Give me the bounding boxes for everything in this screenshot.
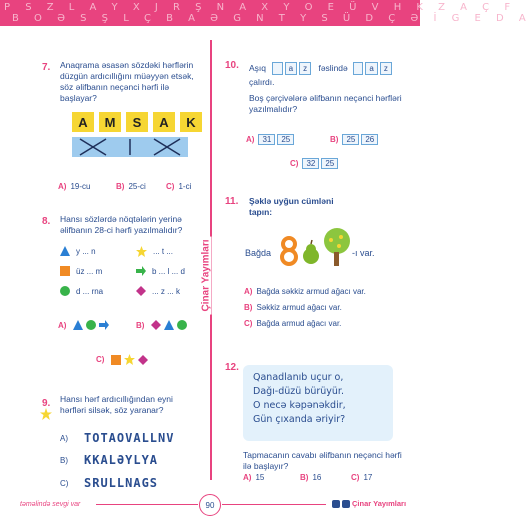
question-9-number: 9. [42, 398, 51, 409]
q11-sentence-start: Bağda [245, 248, 272, 258]
q10-option-a[interactable]: A) 31 25 [246, 134, 296, 145]
sidebar-label: Çinar Yayımları [197, 220, 225, 340]
diamond-icon [138, 355, 148, 365]
diamond-icon [151, 320, 161, 330]
q7-option-c[interactable]: C) 1-ci [166, 182, 192, 191]
q11-option-c[interactable]: C) Bağda armud ağacı var. [244, 319, 342, 328]
question-11-number: 11. [225, 196, 239, 207]
q10-option-b[interactable]: B) 25 26 [330, 134, 380, 145]
q8-word-row [60, 266, 102, 276]
digit-eight-icon [278, 236, 300, 266]
question-10-sentence: Aşıq a z fəslində a z [249, 62, 409, 75]
arrow-icon [136, 266, 146, 276]
q8-word-row [136, 286, 180, 296]
q12-option-c[interactable]: C) 17 [351, 473, 373, 482]
q8-option-b[interactable]: B) [136, 320, 187, 330]
q10-option-c[interactable]: C) 32 25 [290, 158, 340, 169]
q7-option-a[interactable]: A) 19-cu [58, 182, 91, 191]
q8-word: d ... rna [76, 286, 104, 296]
riddle-line: Dağı-düzü bürüyür. [253, 386, 344, 397]
q9-option-a-label[interactable]: A) [60, 434, 68, 443]
header-banner [0, 0, 532, 26]
question-9-text: Hansı hərf ardıcıllığından eyni hərfləri silsək, söz yaranar? [60, 394, 173, 415]
tree-icon [322, 228, 352, 268]
q8-word: ... t ... [153, 247, 174, 256]
social-icon [332, 500, 340, 508]
question-12-text: Tapmacanın cavabı əlifbanın neçənci hərfi ilə başlayır? [243, 450, 402, 471]
q11-sentence-end: -ı var. [352, 248, 375, 258]
footer-slogan: təməlində sevgi var [20, 501, 81, 508]
q12-option-b[interactable]: B) 16 [300, 473, 322, 482]
triangle-icon [73, 320, 83, 330]
page-number: 90 [199, 494, 221, 516]
anagram-lines [72, 137, 188, 157]
q9-option-b-label[interactable]: B) [60, 456, 68, 465]
anagram-tiles [72, 112, 202, 132]
q8-word-row [136, 246, 173, 257]
q9-option-b[interactable]: KKALƏYLYA [84, 453, 159, 467]
q8-word: b ... l ... d [152, 266, 185, 276]
question-10-number: 10. [225, 60, 239, 71]
anagram-tile: A [153, 112, 175, 132]
anagram-tile: M [99, 112, 121, 132]
q8-word: y ... n [76, 246, 96, 256]
question-7-number: 7. [42, 62, 51, 73]
q8-word-row [60, 246, 96, 256]
q12-option-a[interactable]: A) 15 [243, 473, 265, 482]
circle-icon [86, 320, 96, 330]
triangle-icon [60, 246, 70, 256]
q9-option-c-label[interactable]: C) [60, 479, 69, 488]
q8-word: üz ... m [76, 266, 103, 276]
q8-option-a[interactable]: A) [58, 320, 109, 330]
question-8-number: 8. [42, 216, 51, 227]
riddle-card [243, 365, 393, 441]
circle-icon [60, 286, 70, 296]
anagram-tile: A [72, 112, 94, 132]
header-letters: P S Z L A Y X J R Ş N A X Y O E Ü V H K Z A Ç F [4, 2, 517, 13]
riddle-line: Gün çıxanda əriyir? [253, 414, 346, 425]
question-12-number: 12. [225, 362, 239, 373]
q7-option-b[interactable]: B) 25-ci [116, 182, 146, 191]
question-10-line2: çalırdı. [249, 77, 275, 87]
circle-icon [177, 320, 187, 330]
q8-word: ... z ... k [152, 286, 181, 296]
q8-word-row [136, 266, 185, 276]
star-icon [40, 408, 52, 420]
q9-option-c[interactable]: SRULLNAGS [84, 476, 159, 490]
question-8-text: Hansı sözlərdə nöqtələrin yerinə əlifbanın 28-ci hərfi yazılmalıdır? [60, 214, 183, 235]
riddle-line: Qanadlanıb uçur o, [253, 372, 344, 383]
q9-option-a[interactable]: TOTAOVALLNV [84, 431, 175, 445]
arrow-icon [99, 320, 109, 330]
question-7-text: Anaqrama əsasən sözdəki hərflərin düzgün ardıcıllığını müəyyən etsək, söz əlifbanın neçənci hərfi ilə başlayar? [60, 60, 194, 103]
question-11-text: Şəklə uyğun cümləni tapın: [249, 196, 334, 217]
header-letters: B O Ə S Ş L Ç B A Ə G N T Y S Ü D Ç Ə İ G E D A [12, 13, 532, 24]
triangle-icon [164, 320, 174, 330]
anagram-tile: K [180, 112, 202, 132]
pear-icon [302, 240, 320, 264]
q11-option-b[interactable]: B) Səkkiz armud ağacı var. [244, 303, 342, 312]
q8-option-c[interactable]: C) [96, 354, 148, 365]
square-icon [111, 355, 121, 365]
star-icon [136, 246, 147, 257]
footer-publisher: Çinar Yayımları [332, 499, 406, 508]
footer-line [222, 504, 326, 505]
square-icon [60, 266, 70, 276]
anagram-tile: S [126, 112, 148, 132]
riddle-line: O necə kəpənəkdir, [253, 400, 346, 411]
star-icon [124, 354, 135, 365]
footer-line [96, 504, 198, 505]
q8-word-row [60, 286, 103, 296]
q11-option-a[interactable]: A) Bağda səkkiz armud ağacı var. [244, 287, 366, 296]
facebook-icon [342, 500, 350, 508]
diamond-icon [136, 286, 146, 296]
question-10-text: Boş çərçivələrə əlifbanın neçənci hərfləri yazılmalıdır? [249, 93, 402, 114]
